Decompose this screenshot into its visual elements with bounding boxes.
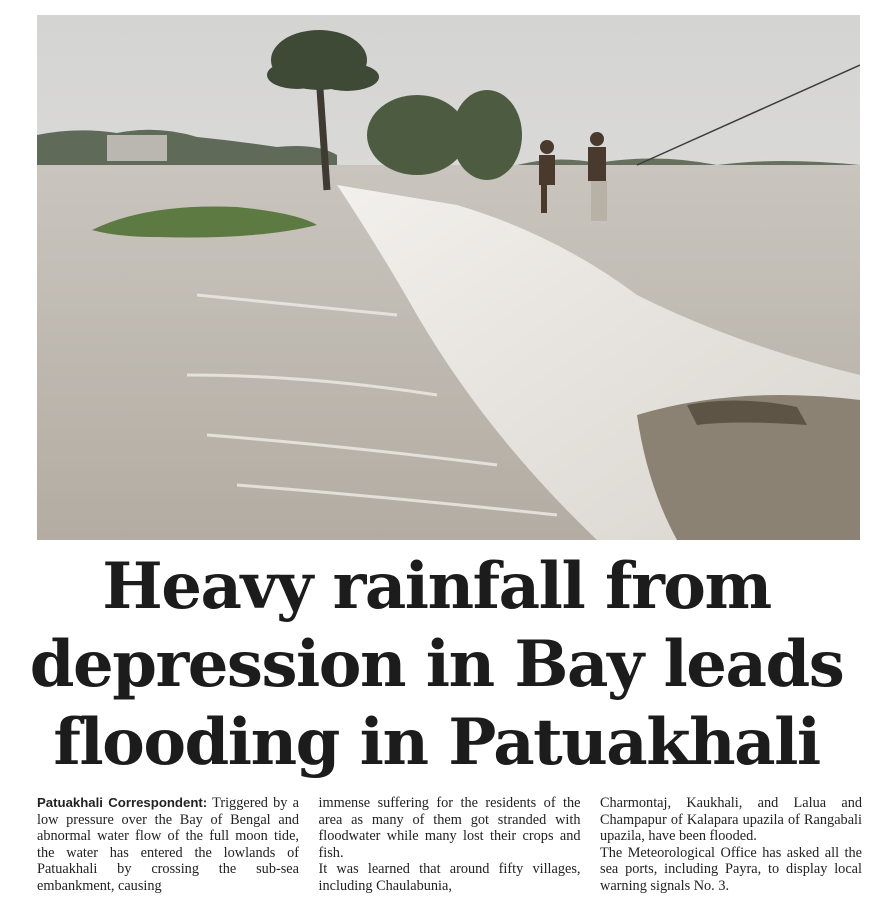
headline-line-3: flooding in Patuakhali bbox=[53, 705, 820, 780]
article-paragraph: The Meteorological Office has asked all the sea ports, including Payra, to display local warning signals No. 3. bbox=[600, 844, 862, 894]
article-column-1 bbox=[37, 795, 299, 913]
article-column-1-text: Triggered by a low pressure over the Bay of Bengal and abnormal water flow of the full moon tide, the water has entered the lowlands of Patuakhali by crossing the sub-sea embankment, causing bbox=[37, 795, 299, 894]
byline: Patuakhali Correspondent: bbox=[37, 795, 208, 810]
flood-photo bbox=[37, 15, 860, 540]
article-column-3 bbox=[600, 795, 862, 913]
headline-line-1: Heavy rainfall from bbox=[102, 549, 771, 624]
article-column-2 bbox=[319, 795, 581, 913]
article-paragraph: immense suffering for the residents of the area as many of them got stranded with floodwater while many lost their crops and fish. bbox=[318, 795, 581, 861]
flood-photo-illustration bbox=[37, 15, 860, 540]
article-paragraph: It was learned that around fifty villages, including Chaulabunia, bbox=[318, 861, 581, 894]
headline bbox=[20, 548, 853, 782]
article-paragraph: Charmontaj, Kaukhali, and Lalua and Champapur of Kalapara upazila of Rangabali upazila, have been flooded. bbox=[600, 795, 862, 844]
article-body bbox=[37, 795, 862, 913]
headline-line-2: depression in Bay leads bbox=[29, 627, 844, 702]
